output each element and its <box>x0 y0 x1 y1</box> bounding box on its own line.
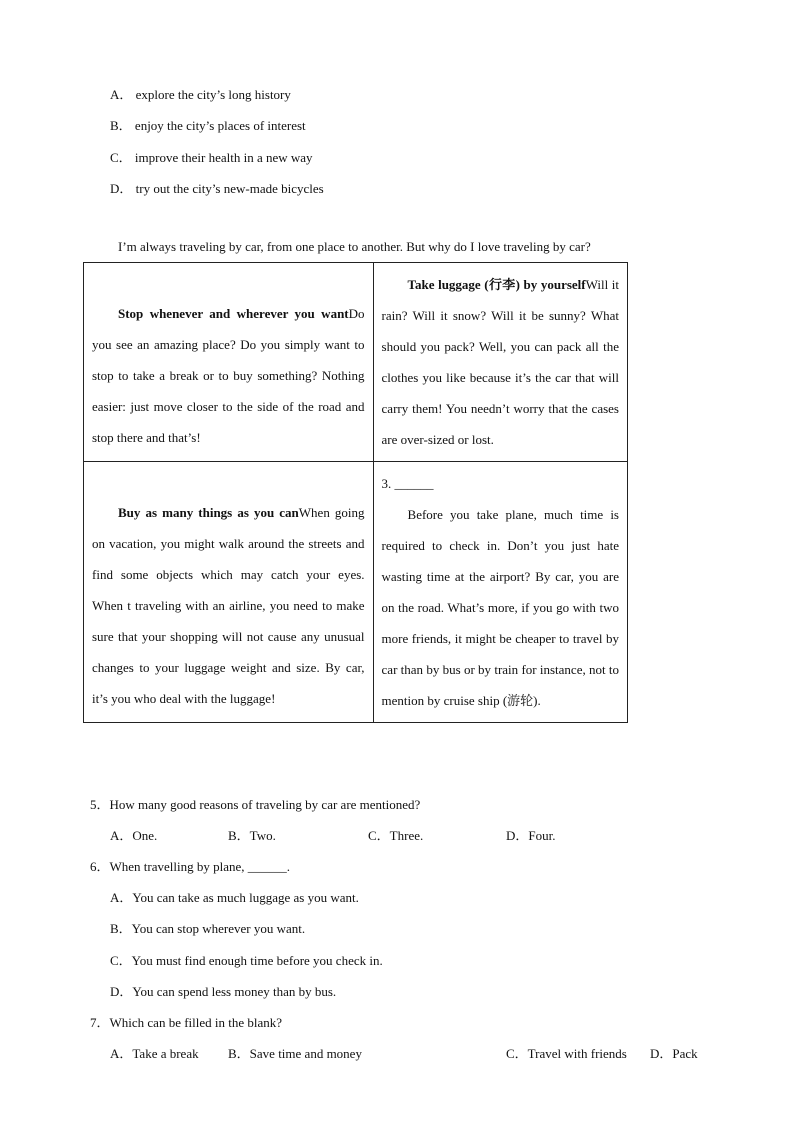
option-c: C．Three. <box>368 828 424 843</box>
question-7-options <box>110 1043 730 1061</box>
option-c: C．You must find enough time before you check in. <box>110 953 383 968</box>
passage-table <box>83 262 628 723</box>
cell-take-luggage <box>373 263 627 462</box>
option-c: C．Travel with friends <box>506 1046 627 1061</box>
option-b: B．Two. <box>228 828 276 843</box>
option-d: D．You can spend less money than by bus. <box>110 984 337 999</box>
table-row <box>84 263 628 462</box>
cell-body: Do you see an amazing place? Do you simply want to stop to take a break or to buy something? Nothing easier: just move closer to the side of the road and stop there and that’s! <box>92 306 365 445</box>
question-5-stem: 5．How many good reasons of traveling by car are mentioned? <box>90 797 421 812</box>
cell-heading: Buy as many things as you can <box>118 505 299 520</box>
option-b: B．Save time and money <box>228 1046 362 1061</box>
cell-body: Will it rain? Will it snow? Will it be sunny? What should you pack? Well, you can pack all the clothes you like because it’s the car that will carry them! You needn’t worry that the cases are over-sized or lost. <box>381 277 619 447</box>
option-a: A．Take a break <box>110 1046 199 1061</box>
option-d: D．Four. <box>506 828 556 843</box>
option-b: B．You can stop wherever you want. <box>110 921 306 936</box>
option-a: A． explore the city’s long history <box>110 87 291 102</box>
blank-heading <box>382 468 619 499</box>
cell-heading: Take luggage (行李) by yourself <box>407 277 586 292</box>
option-b: B． enjoy the city’s places of interest <box>110 118 306 133</box>
cell-body: Before you take plane, much time is required to check in. Don’t you just hate wasting time at the airport? By car, you are on the road. What’s more, if you go with two more friends, it might be cheaper to travel by car than by bus or by train for instance, not to mention by cruise ship (游轮). <box>381 507 619 708</box>
cell-heading: Stop whenever and wherever you want <box>118 306 349 321</box>
passage-intro: I’m always traveling by car, from one place to another. But why do I love traveling by car? <box>118 239 591 254</box>
table-row <box>84 462 628 723</box>
cell-buy-things <box>84 462 374 723</box>
question-6-stem: 6．When travelling by plane, ______. <box>90 859 291 874</box>
cell-body: When going on vacation, you might walk around the streets and find some objects which may catch your eyes. When t traveling with an airline, you need to make sure that your shopping will not cause any unusual changes to your luggage weight and size. By car, it’s you who deal with the luggage! <box>92 505 365 706</box>
option-a: A．You can take as much luggage as you want. <box>110 890 359 905</box>
option-d: D．Pack <box>650 1046 698 1061</box>
option-d: D． try out the city’s new-made bicycles <box>110 181 324 196</box>
question-5-options <box>110 825 730 843</box>
cell-blank-section <box>373 462 627 723</box>
question-7-stem: 7．Which can be filled in the blank? <box>90 1015 283 1030</box>
option-a: A．One. <box>110 828 158 843</box>
option-c: C． improve their health in a new way <box>110 150 313 165</box>
cell-stop-anywhere <box>84 263 374 462</box>
blank-line: ______ <box>394 476 434 491</box>
blank-number: 3. <box>381 476 392 491</box>
